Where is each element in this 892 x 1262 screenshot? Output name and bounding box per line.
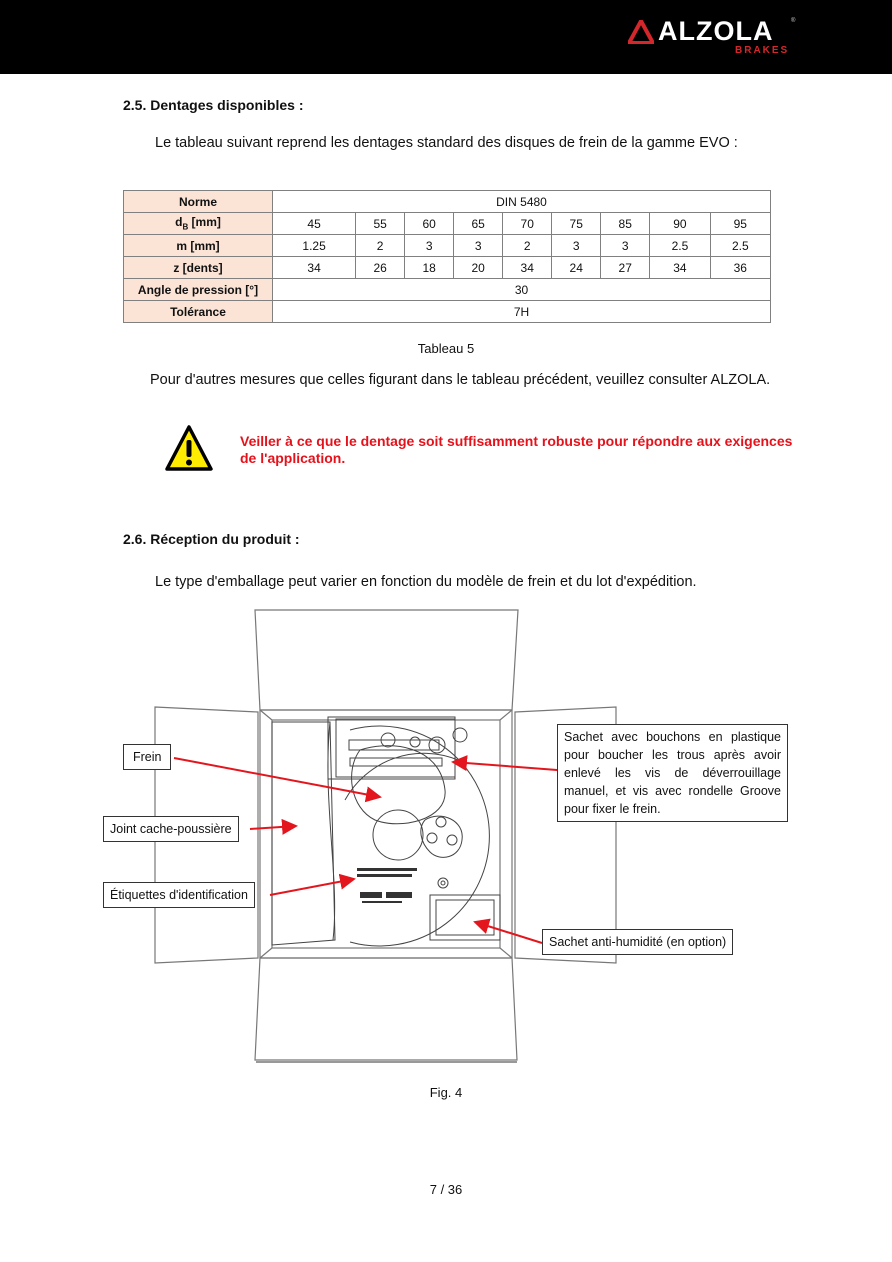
table-cell: 30 [273, 279, 771, 301]
table-cell: 3 [552, 235, 601, 257]
table-cell: 85 [601, 213, 650, 235]
table-cell: 7H [273, 301, 771, 323]
section-intro-2-6: Le type d'emballage peut varier en fonction du modèle de frein et du lot d'expédition. [155, 574, 697, 590]
table-cell: 2 [503, 235, 552, 257]
table-cell: 55 [356, 213, 405, 235]
callout-joint-cache-poussiere: Joint cache-poussière [103, 816, 239, 842]
table-cell: 60 [405, 213, 454, 235]
brake-drawing [272, 717, 500, 946]
row-header: Norme [124, 191, 273, 213]
row-header: m [mm] [124, 235, 273, 257]
table-cell: 34 [503, 257, 552, 279]
page-number: 7 / 36 [429, 1182, 463, 1197]
table-cell: 2 [356, 235, 405, 257]
callout-sachet-anti-humidite: Sachet anti-humidité (en option) [542, 929, 733, 955]
section-intro-2-5: Le tableau suivant reprend les dentages standard des disques de frein de la gamme EVO : [155, 135, 738, 151]
label-main: d [175, 215, 183, 230]
table-cell: 2.5 [710, 235, 770, 257]
warning-text: Veiller à ce que le dentage soit suffisamment robuste pour répondre aux exigences de l'application. [240, 433, 793, 466]
table-cell: 75 [552, 213, 601, 235]
table-cell: DIN 5480 [273, 191, 771, 213]
logo-subtitle: BRAKES [735, 45, 790, 56]
table-cell: 27 [601, 257, 650, 279]
callout-frein: Frein [123, 744, 171, 770]
table-cell: 36 [710, 257, 770, 279]
section-title-2-5: 2.5. Dentages disponibles : [123, 97, 304, 113]
table-cell: 3 [601, 235, 650, 257]
label-rest: [mm] [188, 215, 221, 230]
table-cell: 90 [650, 213, 710, 235]
table-cell: 1.25 [273, 235, 356, 257]
table-cell: 70 [503, 213, 552, 235]
logo-word: ALZOLA [658, 16, 774, 46]
table-cell: 34 [650, 257, 710, 279]
table-cell: 45 [273, 213, 356, 235]
table-cell: 2.5 [650, 235, 710, 257]
label-stickers [357, 868, 417, 903]
table-caption: Tableau 5 [417, 341, 475, 356]
table-cell: 3 [454, 235, 503, 257]
logo-registered: ® [791, 18, 796, 24]
callout-etiquettes-identification: Étiquettes d'identification [103, 882, 255, 908]
row-header: z [dents] [124, 257, 273, 279]
table-cell: 26 [356, 257, 405, 279]
label-sub: B [182, 222, 189, 232]
section-title-2-6: 2.6. Réception du produit : [123, 531, 300, 547]
table-note: Pour d'autres mesures que celles figurant dans le tableau précédent, veuillez consulter ALZOLA. [150, 372, 771, 388]
row-header: Tolérance [124, 301, 273, 323]
table-cell: 34 [273, 257, 356, 279]
table-cell: 18 [405, 257, 454, 279]
table-cell: 3 [405, 235, 454, 257]
table-cell: 24 [552, 257, 601, 279]
figure-caption: Fig. 4 [429, 1085, 463, 1100]
callout-sachet-bouchons: Sachet avec bouchons en plastique pour boucher les trous après avoir enlevé les vis de déverrouillage manuel, et vis avec rondelle Groove pour fixer le frein. [557, 724, 788, 822]
table-cell: 65 [454, 213, 503, 235]
table-cell: 20 [454, 257, 503, 279]
row-header: Angle de pression [°] [124, 279, 273, 301]
table-cell: 95 [710, 213, 770, 235]
